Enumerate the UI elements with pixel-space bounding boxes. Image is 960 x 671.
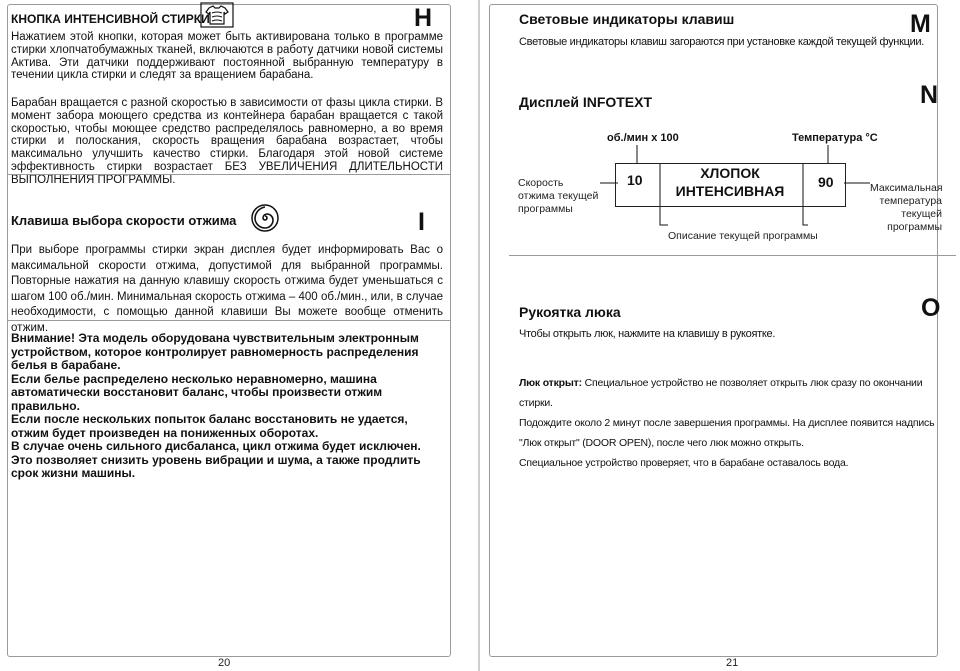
indicators-text: Световые индикаторы клавиш загораются при установке каждой текущей функции. [519, 36, 925, 48]
note-paragraph [519, 373, 949, 413]
door-open-note [519, 373, 949, 473]
spin-speed-caption: Скорость отжима текущей программы [518, 177, 599, 215]
section-letter-m: M [910, 10, 931, 38]
spin-paragraph: При выборе программы стирки экран дисплея будет информировать Вас о максимальной скорости отжима, допустимой для выбранной программы. Повторные нажатия на данную клавишу скорость отжима будет уменьшаться с шагом 100 об./мин. Минимальная скорость отжима – 400 об./мин., или, в случае необходимости, с помощью данной клавиши Вы можете вообще отменить отжим. [11, 244, 443, 334]
warning-line: В случае очень сильного дисбаланса, цикл отжима будет исключен. [11, 439, 421, 453]
section-letter-o: O [921, 294, 941, 322]
intensive-paragraph-2: Барабан вращается с разной скоростью в зависимости от фазы цикла стирки. В момент забора моющего средства из контейнера барабан вращается с такой скоростью, чтобы моющее средство распределялось равномерно, а во время стирки и полоскания, скорость вращения барабана возрастает, чтобы максимально улучшить качество стирки. Благодаря этой новой системе эффективность стирки возрастает БЕЗ УВЕЛИЧЕНИЯ ДЛИТЕЛЬНОСТИ ВЫПОЛНЕНИЯ ПРОГРАММЫ. [11, 97, 443, 186]
divider [7, 320, 450, 321]
max-temperature-caption: Максимальная температура текущей программы [870, 182, 943, 233]
note-paragraph: Специальное устройство проверяет, что в барабане оставалось вода. [519, 457, 849, 469]
divider [509, 255, 956, 256]
program-description-caption: Описание текущей программы [668, 230, 818, 242]
display-temperature-value: 90 [818, 174, 834, 190]
door-handle-text: Чтобы открыть люк, нажмите на клавишу в рукоятке. [519, 328, 776, 340]
section-letter-n: N [920, 81, 939, 109]
temperature-unit-label: Температура °C [792, 132, 878, 144]
speed-unit-label: об./мин х 100 [607, 132, 679, 144]
note-text: Специальное устройство не позволяет открыть люк сразу по окончании стирки. [519, 377, 923, 409]
spin-key-title: Клавиша выбора скорости отжима [11, 213, 237, 228]
intensive-wash-title: КНОПКА ИНТЕНСИВНОЙ СТИРКИ [11, 12, 210, 26]
section-letter-h: H [414, 4, 433, 32]
door-handle-title: Рукоятка люка [519, 304, 621, 320]
page-number-right: 21 [726, 657, 739, 669]
display-title: Дисплей INFOTEXT [519, 94, 653, 110]
display-program-line-1: ХЛОПОК [700, 165, 760, 181]
section-letter-i: I [418, 208, 425, 236]
divider [7, 174, 450, 175]
note-label: Люк открыт: [519, 377, 582, 389]
warning-line: Это позволяет снизить уровень вибрации и шума, а также продлить срок жизни машины. [11, 452, 421, 480]
warning-line: Если белье распределено несколько неравномерно, машина автоматически восстановит баланс, чтобы произвести отжим правильно. [11, 371, 383, 413]
display-program-line-2: ИНТЕНСИВНАЯ [675, 183, 785, 199]
page-number-left: 20 [218, 657, 231, 669]
tshirt-intensive-icon [200, 2, 234, 28]
warning-line: Внимание! Эта модель оборудована чувствительным электронным устройством, которое контролирует равномерность распределения белья в барабане. [11, 331, 419, 372]
spiral-spin-icon [250, 203, 280, 233]
intensive-paragraph-1: Нажатием этой кнопки, которая может быть активирована только в программе стирки хлопчатобумажных тканей, включаются в работу датчики новой системы Актива. Эти датчики поддерживают постоянной выбранную температуру в течении цикла стирки и следят за вращением барабана. [11, 31, 443, 82]
warning-block [11, 332, 441, 481]
indicators-title: Световые индикаторы клавиш [519, 11, 735, 27]
display-spin-value: 10 [627, 172, 643, 188]
warning-line: Если после нескольких попыток баланс восстановить не удается, отжим будет произведен на пониженных оборотах. [11, 412, 408, 440]
note-paragraph: Подождите около 2 минут после завершения программы. На дисплее появится надпись "Люк открыт" (DOOR OPEN), после чего люк можно открыть. [519, 417, 935, 449]
